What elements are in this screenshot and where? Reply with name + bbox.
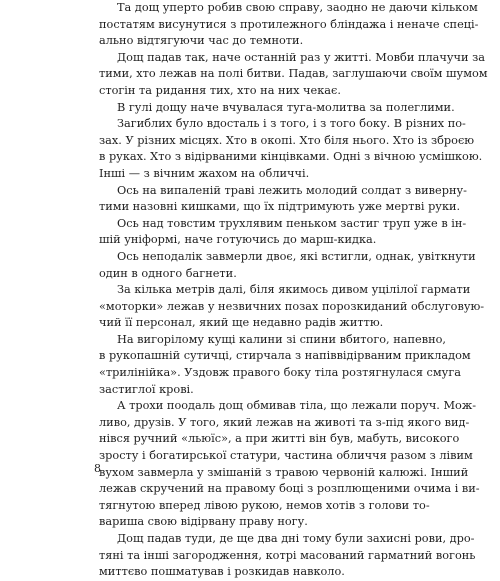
text-line: застиглої крові.	[99, 382, 194, 396]
text-line: Ось неподалік завмерли двоє, які встигли, однак, увіткнути	[117, 249, 476, 263]
text-line: «трилінійка». Уздовж правого боку тіла розтягнулася смуга	[99, 366, 461, 380]
text-line: Та дощ уперто робив свою справу, заодно не даючи кільком	[117, 1, 478, 14]
text-line: Загиблих було вдосталь і з того, і з того боку. В різних по-	[117, 117, 466, 131]
paragraph-1	[99, 0, 479, 50]
text-line: А трохи поодаль дощ обмивав тіла, що лежали поруч. Мож-	[117, 399, 477, 413]
paragraph-11	[99, 531, 476, 581]
page-text	[99, 0, 488, 581]
text-line: Ось на випаленій траві лежить молодий солдат з виверну-	[117, 183, 467, 197]
text-line: чий її персонал, який ще недавно радів життю.	[99, 316, 384, 330]
text-line: тими, хто лежав на полі битви. Падав, заглушаючи своїм шумом	[99, 67, 488, 81]
text-line: тягнутою вперед лівою рукою, немов хотів з голови то-	[99, 498, 430, 512]
paragraph-4	[99, 116, 483, 182]
text-line: тяні та інші загородження, котрі масований гарматний вогонь	[99, 548, 476, 562]
text-line: ливо, друзів. У того, який лежав на животі та з-під якого вид-	[99, 415, 470, 429]
text-line: нівся ручний «льюїс», а при житті він був, мабуть, високого	[99, 432, 460, 446]
paragraph-9	[99, 332, 471, 398]
paragraph-3	[99, 100, 455, 117]
text-line: тими назовні кишками, що їх підтримують уже мертві руки.	[99, 200, 461, 214]
text-line: Інші — з вічним жахом на обличчі.	[99, 166, 310, 180]
text-line: постатям висунутися з протилежного бліндажа і неначе спеці-	[99, 17, 479, 31]
paragraph-2	[99, 50, 488, 100]
text-line: вариша свою відірвану праву ногу.	[99, 515, 308, 529]
paragraph-7	[99, 249, 476, 282]
text-line: Дощ падав так, наче останній раз у житті. Мовби плачучи за	[117, 50, 485, 64]
text-line: За кілька метрів далі, біля якимось дивом уцілілої гармати	[117, 283, 471, 297]
text-line: миттєво пошматував і розкидав навколо.	[99, 565, 345, 579]
text-line: лежав скручений на правому боці з розплющеними очима і ви-	[99, 482, 480, 496]
text-line: шій уніформі, наче готуючись до марш-кидка.	[99, 233, 377, 247]
text-line: один в одного багнети.	[99, 266, 237, 280]
text-line: Дощ падав туди, де ще два дні тому були захисні рови, дро-	[117, 532, 475, 545]
paragraph-5	[99, 183, 467, 216]
paragraph-8	[99, 282, 485, 332]
paragraph-10	[99, 398, 480, 531]
text-line: «моторки» лежав у незвичних позах порозкиданий обслуговую-	[99, 299, 485, 313]
text-line: ально відтягуючи час до темноти.	[99, 34, 304, 48]
text-line: зах. У різних місцях. Хто в окопі. Хто біля нього. Хто із зброєю	[99, 133, 475, 147]
text-line: в руках. Хто з відірваними кінцівками. Одні з вічною усмішкою.	[99, 150, 483, 164]
page-number: 8	[94, 462, 101, 475]
text-line: стогін та ридання тих, хто на них чекає.	[99, 83, 341, 97]
text-line: Ось над товстим трухлявим пеньком застиг труп уже в ін-	[117, 216, 467, 230]
text-line: В гулі дощу наче вчувалася туга-молитва за полеглими.	[117, 100, 455, 114]
text-line: в рукопашній сутичці, стирчала з напіввідірваним прикладом	[99, 349, 471, 363]
text-line: зросту і богатирської статури, частина обличчя разом з лівим	[99, 449, 473, 463]
text-line: вухом завмерла у змішаній з травою червоній калюжі. Інший	[99, 465, 469, 479]
paragraph-6	[99, 216, 467, 249]
text-line: На вигорілому кущі калини зі спини вбитого, напевно,	[117, 332, 447, 346]
